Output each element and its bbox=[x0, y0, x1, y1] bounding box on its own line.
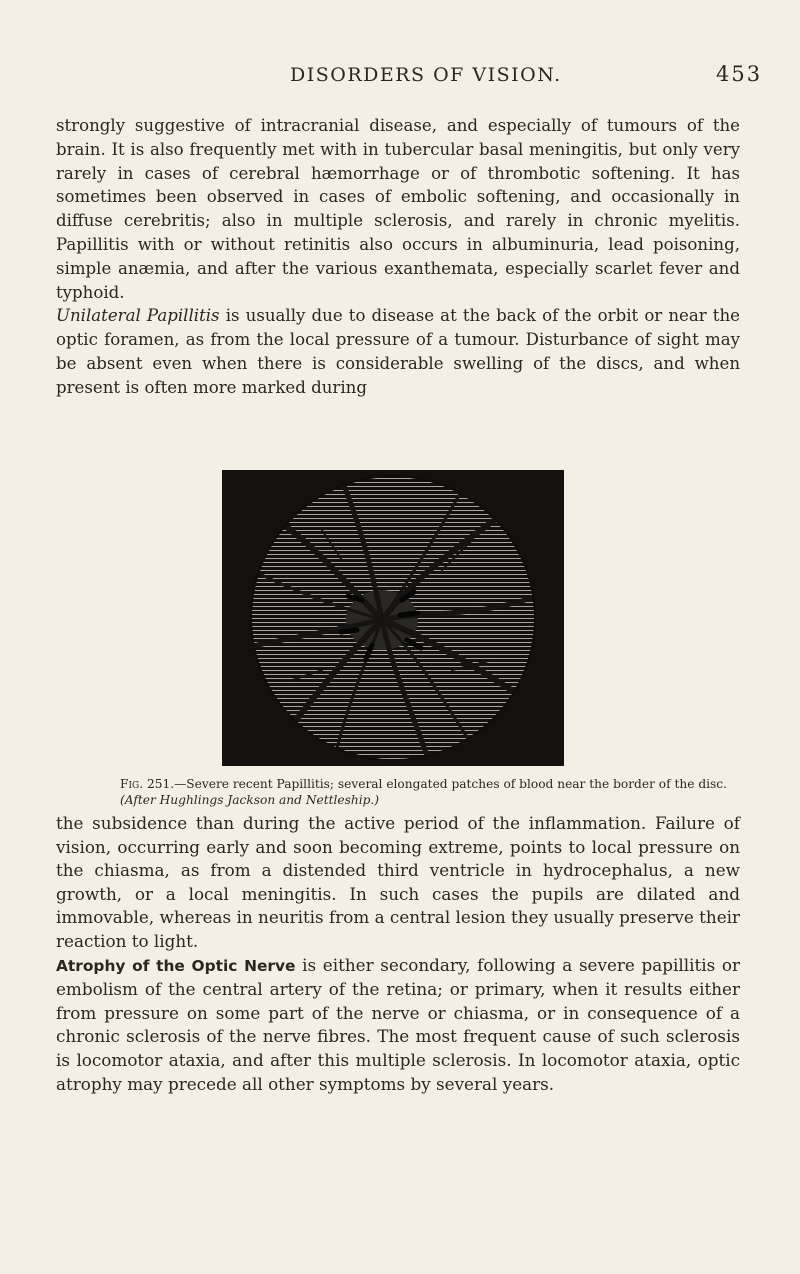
paragraph-lead-italic: Unilateral Papillitis bbox=[56, 306, 220, 326]
figure-caption bbox=[120, 776, 740, 808]
fundus-illustration bbox=[222, 470, 564, 766]
running-title: DISORDERS OF VISION. bbox=[290, 64, 562, 86]
figure-label: Fig. 251. bbox=[120, 777, 175, 791]
page-number: 453 bbox=[716, 62, 763, 86]
body-text-top bbox=[56, 114, 740, 400]
paragraph-body: is either secondary, following a severe papillitis or embolism of the central artery of the retina; or primary, when it results either from pressure on some part of the nerve or chiasma, or in consequence of a chronic sclerosis of the nerve fibres. The most frequent cause of such sclerosis is locomotor ataxia, and after this multiple sclerosis. In locomotor ataxia, optic atrophy may precede all other symptoms by several years. bbox=[56, 954, 740, 1094]
paragraph-unilateral-papillitis bbox=[56, 304, 740, 399]
figure-credit: (After Hughlings Jackson and Nettleship.) bbox=[120, 793, 380, 807]
figure-caption-text: —Severe recent Papillitis; several elongated patches of blood near the border of the disc. bbox=[174, 777, 727, 791]
body-text-bottom bbox=[56, 812, 740, 1096]
paragraph-subsidence: the subsidence than during the active period of the inflammation. Failure of vision, occurring early and soon becoming extreme, points to local pressure on the chiasma, as from a distended third ventricle in hydrocephalus, a new growth, or a local meningitis. In such cases the pupils are dilated and immovable, whereas in neuritis from a central lesion they usually preserve their reaction to light. bbox=[56, 813, 741, 951]
paragraph-body: is usually due to disease at the back of the orbit or near the optic foramen, as from the local pressure of a tumour. Disturbance of sight may be absent even when there is considerable swelling of the discs, and when present is often more marked during bbox=[56, 306, 740, 397]
running-header bbox=[0, 62, 800, 94]
paragraph-continued: strongly suggestive of intracranial disease, and especially of tumours of the brain. It is also frequently met with in tubercular basal meningitis, but only very rarely in cases of cerebral hæmorrhage or of thrombotic softening. It has sometimes been observed in cases of embolic softening, and occasionally in diffuse cerebritis; also in multiple sclerosis, and rarely in chronic myelitis. Papillitis with or without retinitis also occurs in albuminuria, lead poisoning, simple anæmia, and after the various exanthemata, especially scarlet fever and typhoid. bbox=[56, 116, 740, 302]
paragraph-lead-bold: Atrophy of the Optic Nerve bbox=[56, 956, 296, 975]
fundus-engraving-icon bbox=[222, 470, 564, 766]
paragraph-atrophy bbox=[56, 954, 740, 1097]
